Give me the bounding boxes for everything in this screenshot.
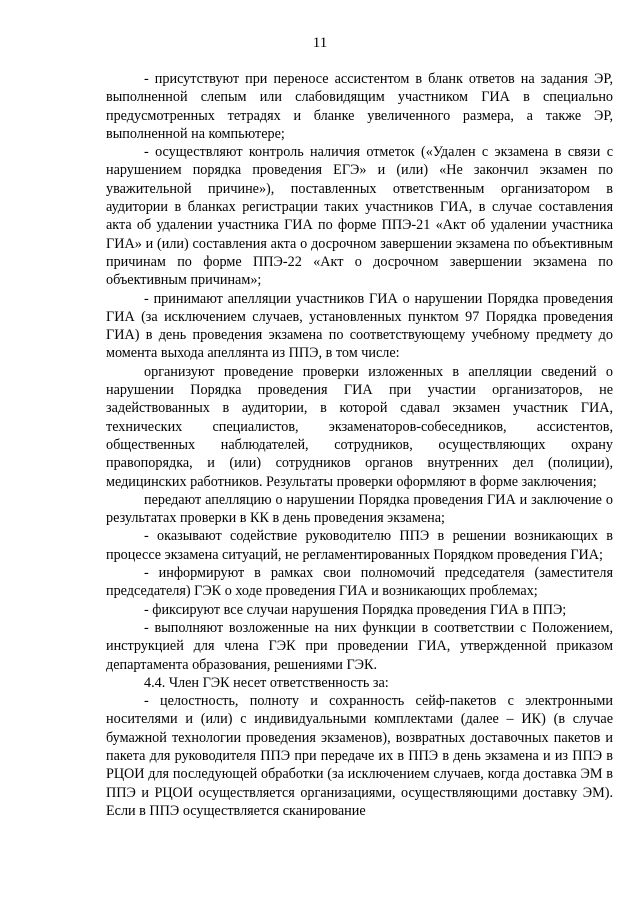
paragraph-record-violations: - фиксируют все случаи нарушения Порядка проведения ГИА в ППЭ;: [144, 601, 567, 618]
document-body: [106, 70, 613, 820]
paragraph-responsibility: - целостность, полноту и сохранность сейф-пакетов с электронными носителями и (или) с индивидуальными комплектами (далее – ИК) (в случае бумажной технологии проведения экзаменов), возвратных доставочных пакетов и пакета для руководителя ППЭ при передаче их в ППЭ в день экзамена и из ППЭ в РЦОИ для последующей обработки (за исключением случаев, когда доставка ЭМ в ППЭ и РЦОИ осуществляется организациями, осуществляющими доставку ЭМ). Если в ППЭ осуществляется сканирование: [106, 693, 613, 819]
paragraph-assistant-transfer: - присутствуют при переносе ассистентом в бланк ответов на задания ЭР, выполненной слепым или слабовидящим участником ГИА в специально предусмотренных тетрадях и бланке увеличенного размера, а также ЭР, выполненной на компьютере;: [106, 71, 613, 142]
paragraph-marks-control: - осуществляют контроль наличия отметок («Удален с экзамена в связи с нарушением порядка проведения ЕГЭ» и (или) «Не закончил экзамен по уважительной причине»), поставленных ответственным организатором в аудитории в бланках регистрации таких участников ГИА, в случае составления акта об удалении участника ГИА по форме ППЭ-21 «Акт об удалении участника ГИА» и (или) составления акта о досрочном завершении экзамена по объективным причинам по форме ППЭ-22 «Акт о досрочном завершении экзамена по объективным причинам»;: [106, 144, 613, 289]
paragraph-appeal-transfer: передают апелляцию о нарушении Порядка проведения ГИА и заключение о результатах проверки в КК в день проведения экзамена;: [106, 491, 613, 527]
paragraph-section-heading: 4.4. Член ГЭК несет ответственность за:: [144, 674, 389, 691]
paragraph-appeals: - принимают апелляции участников ГИА о нарушении Порядка проведения ГИА (за исключением случаев, установленных пунктом 97 Порядка проведения ГИА) в день проведения экзамена по соответствующему учебному предмету до момента выхода апеллянта из ППЭ, в том числе:: [106, 290, 613, 362]
paragraph-perform-functions: - выполняют возложенные на них функции в соответствии с Положением, инструкцией для члена ГЭК при проведении ГИА, утвержденной приказом департамента образования, решениями ГЭК.: [106, 619, 613, 673]
paragraph-appeal-check: организуют проведение проверки изложенных в апелляции сведений о нарушении Порядка проведения ГИА при участии организаторов, не задействованных в аудитории, в которой сдавал экзамен участник ГИА, технических специалистов, экзаменаторов-собеседников, ассистентов, общественных наблюдателей, сотрудников, осуществляющих охрану правопорядка, и (или) сотрудников органов внутренних дел (полиции), медицинских работников. Результаты проверки оформляют в форме заключения;: [106, 363, 613, 490]
page-number: 11: [312, 35, 328, 51]
paragraph-inform-chair: - информируют в рамках свои полномочий председателя (заместителя председателя) ГЭК о ходе проведения ГИА и возникающих проблемах;: [106, 565, 613, 600]
paragraph-assist-head: - оказывают содействие руководителю ППЭ в решении возникающих в процессе экзамена ситуаций, не регламентированных Порядком проведения ГИА;: [106, 528, 613, 563]
